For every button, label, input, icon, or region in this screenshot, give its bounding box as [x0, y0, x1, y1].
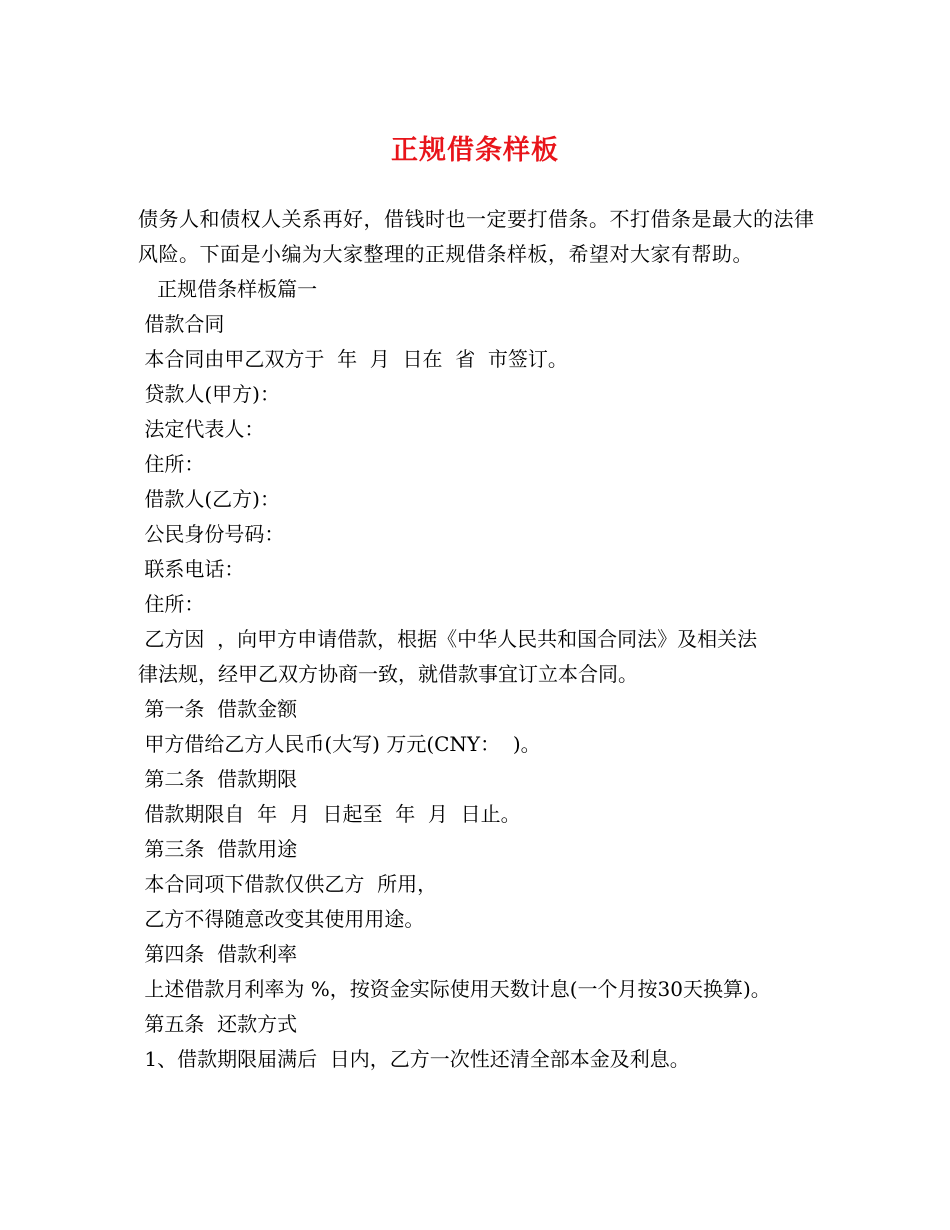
contract-line: 本合同由甲乙双方于 年 月 日在 省 市签订。: [138, 347, 568, 371]
contract-line: 借款期限自 年 月 日起至 年 月 日止。: [138, 802, 521, 826]
article-heading: 第二条 借款期限: [138, 767, 298, 791]
contract-line: 乙方因 ，向甲方申请借款，根据《中华人民共和国合同法》及相关法: [138, 627, 758, 651]
contract-line: 1、借款期限届满后 日内，乙方一次性还清全部本金及利息。: [138, 1047, 690, 1071]
id-number-line: 公民身份号码：: [138, 522, 285, 546]
document-body: [138, 202, 828, 1077]
contract-title: 借款合同: [138, 312, 225, 336]
lender-line: 贷款人(甲方)：: [138, 382, 280, 406]
contract-line: 律法规，经甲乙双方协商一致，就借款事宜订立本合同。: [138, 662, 638, 686]
document-title: 正规借条样板: [391, 135, 559, 166]
contract-line: 甲方借给乙方人民币(大写) 万元(CNY： )。: [138, 732, 541, 756]
lender-address-line: 住所：: [138, 452, 205, 476]
article-heading: 第三条 借款用途: [138, 837, 298, 861]
article-heading: 第五条 还款方式: [138, 1012, 298, 1036]
article-heading: 第一条 借款金额: [138, 697, 298, 721]
section-heading: 正规借条样板篇一: [138, 277, 318, 301]
legal-rep-line: 法定代表人：: [138, 417, 265, 441]
intro-paragraph: 债务人和债权人关系再好，借钱时也一定要打借条。不打借条是最大的法律风险。下面是小编为大家整理的正规借条样板，希望对大家有帮助。: [138, 207, 815, 266]
borrower-line: 借款人(乙方)：: [138, 487, 280, 511]
article-heading: 第四条 借款利率: [138, 942, 298, 966]
borrower-address-line: 住所：: [138, 592, 205, 616]
contract-line: 本合同项下借款仅供乙方 所用，: [138, 872, 438, 896]
contract-line: 上述借款月利率为 %，按资金实际使用天数计息(一个月按30天换算)。: [138, 977, 771, 1001]
phone-line: 联系电话：: [138, 557, 245, 581]
contract-line: 乙方不得随意改变其使用用途。: [138, 907, 425, 931]
